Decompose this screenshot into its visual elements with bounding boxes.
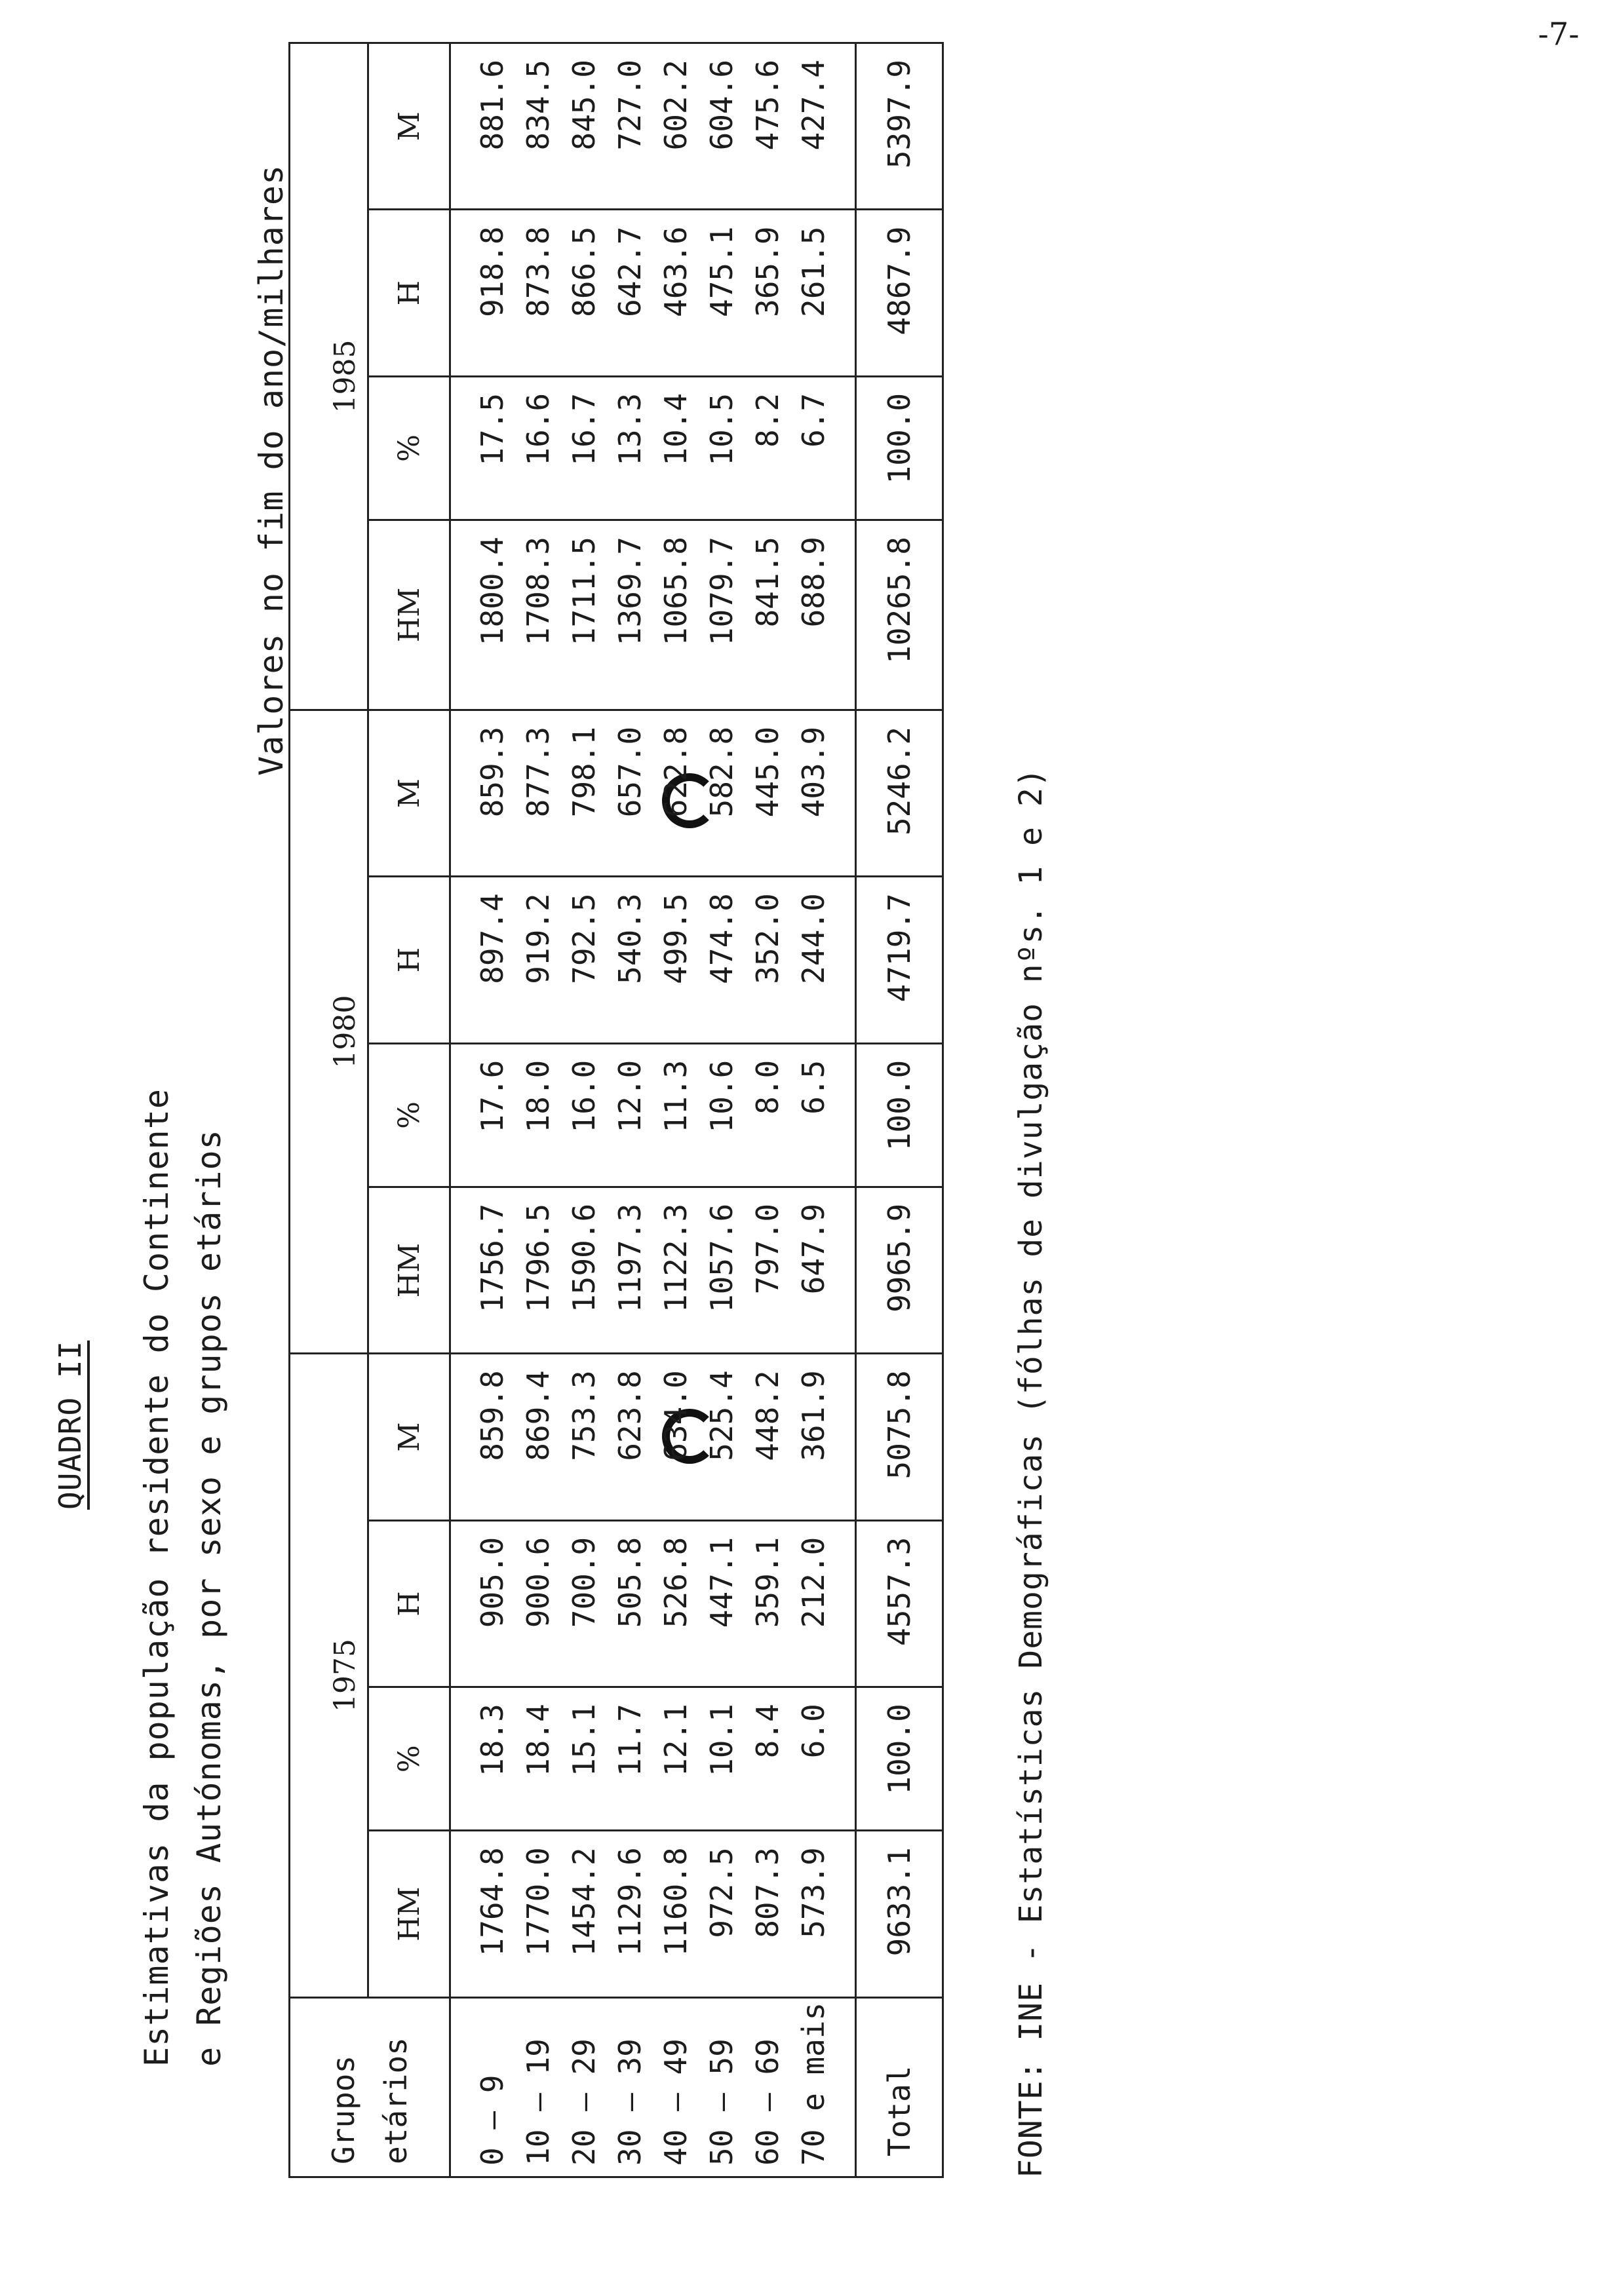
total-label: Total: [856, 1997, 943, 2177]
table-row: [790, 43, 856, 2177]
value-cell: 602.2: [653, 43, 699, 210]
value-cell: 834.5: [515, 43, 561, 210]
subtitle-line-1: Estimativas da população residente do Continente: [138, 1088, 176, 2067]
age-group-cell: 0 – 9: [450, 1997, 516, 2177]
value-cell: 6.7: [790, 376, 856, 520]
value-cell: 448.2: [745, 1354, 790, 1520]
value-cell: 688.9: [790, 520, 856, 710]
age-group-cell: 40 – 49: [653, 1997, 699, 2177]
age-group-cell: 20 – 29: [561, 1997, 607, 2177]
table-row: [653, 43, 699, 2177]
value-cell: 873.8: [515, 210, 561, 376]
value-cell: 505.8: [607, 1520, 653, 1687]
value-cell: 11.7: [607, 1687, 653, 1831]
value-cell: 877.3: [515, 710, 561, 876]
value-cell: 352.0: [745, 877, 790, 1043]
value-cell: 1708.3: [515, 520, 561, 710]
age-group-cell: 70 e mais: [790, 1997, 856, 2177]
value-cell: 859.8: [450, 1354, 516, 1520]
value-cell: 427.4: [790, 43, 856, 210]
value-cell: 807.3: [745, 1831, 790, 1997]
units-note: Valores no fim do ano/milhares: [252, 164, 290, 776]
value-cell: 10.6: [699, 1043, 745, 1187]
value-cell: 727.0: [607, 43, 653, 210]
value-cell: 11.3: [653, 1043, 699, 1187]
value-cell: 1756.7: [450, 1187, 516, 1353]
subtitle-line-2: e Regiões Autónomas, por sexo e grupos etários: [190, 1129, 228, 2067]
value-cell: 212.0: [790, 1520, 856, 1687]
total-value-cell: 5397.9: [856, 43, 943, 210]
value-cell: 8.4: [745, 1687, 790, 1831]
value-cell: 1369.7: [607, 520, 653, 710]
value-cell: 1065.8: [653, 520, 699, 710]
value-cell: 16.6: [515, 376, 561, 520]
value-cell: 540.3: [607, 877, 653, 1043]
value-cell: 10.5: [699, 376, 745, 520]
value-cell: 1800.4: [450, 520, 516, 710]
total-value-cell: 5246.2: [856, 710, 943, 876]
value-cell: 16.0: [561, 1043, 607, 1187]
total-value-cell: 4557.3: [856, 1520, 943, 1687]
sub-header-pct: %: [368, 376, 450, 520]
population-table: [288, 42, 944, 2178]
value-cell: 6.0: [790, 1687, 856, 1831]
value-cell: 1770.0: [515, 1831, 561, 1997]
page-title: QUADRO II: [52, 1340, 88, 1510]
value-cell: 900.6: [515, 1520, 561, 1687]
value-cell: 582.8: [699, 710, 745, 876]
sub-header-pct: %: [368, 1043, 450, 1187]
value-cell: 359.1: [745, 1520, 790, 1687]
value-cell: 525.4: [699, 1354, 745, 1520]
age-group-cell: 60 – 69: [745, 1997, 790, 2177]
value-cell: 8.2: [745, 376, 790, 520]
value-cell: 8.0: [745, 1043, 790, 1187]
table-row: [450, 43, 516, 2177]
value-cell: 526.8: [653, 1520, 699, 1687]
sub-header-m: M: [368, 1354, 450, 1520]
total-value-cell: 4867.9: [856, 210, 943, 376]
value-cell: 1590.6: [561, 1187, 607, 1353]
value-cell: 1711.5: [561, 520, 607, 710]
year-header: 1980: [290, 710, 368, 1353]
value-cell: 859.3: [450, 710, 516, 876]
value-cell: 18.0: [515, 1043, 561, 1187]
age-group-cell: 30 – 39: [607, 1997, 653, 2177]
value-cell: 972.5: [699, 1831, 745, 1997]
value-cell: 1057.6: [699, 1187, 745, 1353]
value-cell: 1197.3: [607, 1187, 653, 1353]
value-cell: 573.9: [790, 1831, 856, 1997]
value-cell: 18.3: [450, 1687, 516, 1831]
value-cell: 447.1: [699, 1520, 745, 1687]
value-cell: 798.1: [561, 710, 607, 876]
value-cell: 244.0: [790, 877, 856, 1043]
value-cell: 642.7: [607, 210, 653, 376]
page-number: -7-: [1538, 16, 1580, 53]
value-cell: 845.0: [561, 43, 607, 210]
table-row: [515, 43, 561, 2177]
age-group-cell: 50 – 59: [699, 1997, 745, 2177]
table-row: [607, 43, 653, 2177]
value-cell: 474.8: [699, 877, 745, 1043]
total-value-cell: 10265.8: [856, 520, 943, 710]
table-row: [699, 43, 745, 2177]
sub-header-m: M: [368, 43, 450, 210]
value-cell: 1122.3: [653, 1187, 699, 1353]
value-cell: 12.0: [607, 1043, 653, 1187]
value-cell: 700.9: [561, 1520, 607, 1687]
value-cell: 361.9: [790, 1354, 856, 1520]
sub-header-h: H: [368, 877, 450, 1043]
total-row: [856, 43, 943, 2177]
value-cell: 1796.5: [515, 1187, 561, 1353]
value-cell: 261.5: [790, 210, 856, 376]
sub-header-hm: HM: [368, 520, 450, 710]
value-cell: 475.6: [745, 43, 790, 210]
value-cell: 797.0: [745, 1187, 790, 1353]
value-cell: 18.4: [515, 1687, 561, 1831]
sub-header-hm: HM: [368, 1831, 450, 1997]
value-cell: 622.8: [653, 710, 699, 876]
sub-header-pct: %: [368, 1687, 450, 1831]
value-cell: 1764.8: [450, 1831, 516, 1997]
value-cell: 10.1: [699, 1687, 745, 1831]
value-cell: 897.4: [450, 877, 516, 1043]
total-value-cell: 5075.8: [856, 1354, 943, 1520]
value-cell: 16.7: [561, 376, 607, 520]
value-cell: 841.5: [745, 520, 790, 710]
age-group-cell: 10 – 19: [515, 1997, 561, 2177]
value-cell: 12.1: [653, 1687, 699, 1831]
total-value-cell: 4719.7: [856, 877, 943, 1043]
value-cell: 792.5: [561, 877, 607, 1043]
table-row: [745, 43, 790, 2177]
total-value-cell: 100.0: [856, 1687, 943, 1831]
sub-header-h: H: [368, 1520, 450, 1687]
value-cell: 403.9: [790, 710, 856, 876]
value-cell: 918.8: [450, 210, 516, 376]
value-cell: 1454.2: [561, 1831, 607, 1997]
year-header: 1985: [290, 43, 368, 710]
value-cell: 463.6: [653, 210, 699, 376]
value-cell: 647.9: [790, 1187, 856, 1353]
value-cell: 15.1: [561, 1687, 607, 1831]
value-cell: 17.5: [450, 376, 516, 520]
total-value-cell: 9965.9: [856, 1187, 943, 1353]
value-cell: 1079.7: [699, 520, 745, 710]
value-cell: 753.3: [561, 1354, 607, 1520]
value-cell: 604.6: [699, 43, 745, 210]
sub-header-m: M: [368, 710, 450, 876]
value-cell: 445.0: [745, 710, 790, 876]
value-cell: 10.4: [653, 376, 699, 520]
total-value-cell: 100.0: [856, 376, 943, 520]
value-cell: 13.3: [607, 376, 653, 520]
value-cell: 475.1: [699, 210, 745, 376]
year-header: 1975: [290, 1354, 368, 1997]
sub-header-hm: HM: [368, 1187, 450, 1353]
value-cell: 1160.8: [653, 1831, 699, 1997]
value-cell: 905.0: [450, 1520, 516, 1687]
value-cell: 866.5: [561, 210, 607, 376]
value-cell: 623.8: [607, 1354, 653, 1520]
value-cell: 881.6: [450, 43, 516, 210]
value-cell: 634.0: [653, 1354, 699, 1520]
value-cell: 869.4: [515, 1354, 561, 1520]
value-cell: 17.6: [450, 1043, 516, 1187]
sub-header-h: H: [368, 210, 450, 376]
total-value-cell: 9633.1: [856, 1831, 943, 1997]
value-cell: 657.0: [607, 710, 653, 876]
group-header-line-2: etários: [378, 2037, 414, 2164]
value-cell: 1129.6: [607, 1831, 653, 1997]
source-note: FONTE: INE - Estatísticas Demográficas (fólhas de divulgação nºs. 1 e 2): [1013, 767, 1049, 2178]
group-column-header: [290, 1997, 450, 2177]
value-cell: 919.2: [515, 877, 561, 1043]
value-cell: 499.5: [653, 877, 699, 1043]
total-value-cell: 100.0: [856, 1043, 943, 1187]
value-cell: 365.9: [745, 210, 790, 376]
table-row: [561, 43, 607, 2177]
group-header-line-1: Grupos: [326, 2055, 361, 2164]
value-cell: 6.5: [790, 1043, 856, 1187]
